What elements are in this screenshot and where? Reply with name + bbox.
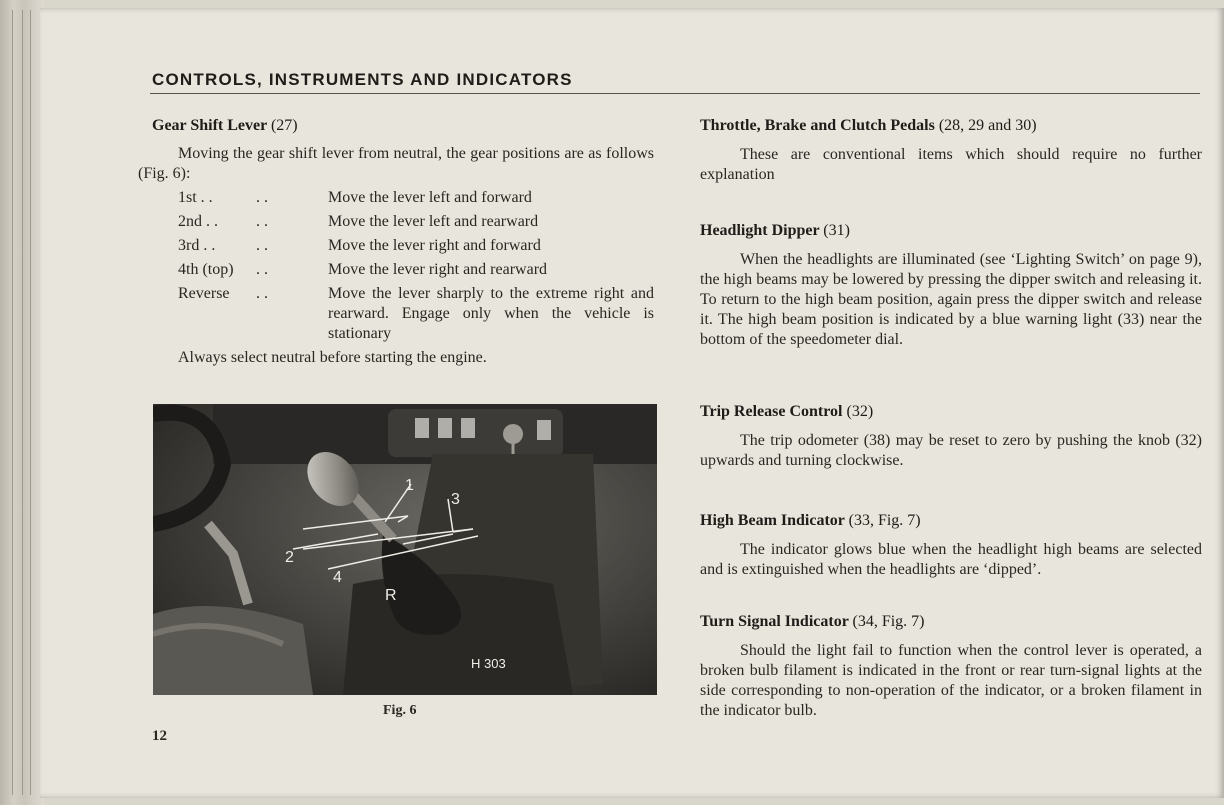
- gear-action: Move the lever right and rearward: [328, 261, 548, 278]
- gear-leader: . .: [256, 237, 268, 254]
- gear-shift-heading: [152, 116, 654, 136]
- pattern-label-4: 4: [333, 569, 342, 586]
- dipper-ref: (31): [823, 222, 850, 239]
- pattern-label-r: R: [385, 587, 397, 604]
- gear-row: [178, 284, 654, 344]
- pedals-body: These are conventional items which should require no further explanation: [700, 146, 1202, 183]
- gear-shift-note: Always select neutral before starting the engine.: [178, 349, 487, 366]
- gear-row: [178, 212, 654, 232]
- gear-action: Move the lever right and forward: [328, 237, 541, 254]
- gear-shift-photo: [153, 404, 657, 695]
- figure-caption: Fig. 6: [383, 703, 417, 718]
- gear-leader: . .: [256, 285, 268, 302]
- gear-leader: . .: [256, 261, 268, 278]
- photo-code: H 303: [471, 656, 506, 671]
- gear-shift-intro: Moving the gear shift lever from neutral, the gear positions are as follows (Fig. 6):: [138, 145, 654, 182]
- gear-action: Move the lever left and forward: [328, 189, 532, 206]
- gear-row: [178, 236, 654, 256]
- gear-label: 3rd . .: [178, 237, 216, 254]
- header-rule: [150, 93, 1200, 94]
- pattern-label-2: 2: [285, 549, 294, 566]
- gear-action: Move the lever sharply to the extreme right and rearward. Engage only when the vehicle is stationary: [328, 285, 654, 342]
- dipper-title: Headlight Dipper: [700, 222, 820, 239]
- pedals-title: Throttle, Brake and Clutch Pedals: [700, 117, 935, 134]
- dipper-body: When the headlights are illuminated (see ‘Lighting Switch’ on page 9), the high beams may be lowered by pressing the dipper switch and releasing it. To return to the high beam position, again press the dipper switch and release it. The high beam position is indicated by a blue warning light (33) near the bottom of the speedometer dial.: [700, 251, 1202, 348]
- section-pedals: [700, 116, 1202, 185]
- section-dipper: [700, 221, 1202, 350]
- section-trip: [700, 402, 1202, 471]
- trip-heading: [700, 402, 1202, 422]
- high-beam-title: High Beam Indicator: [700, 512, 845, 529]
- high-beam-body: The indicator glows blue when the headlight high beams are selected and is extinguished when the headlights are ‘dipped’.: [700, 541, 1202, 578]
- gear-positions-table: [178, 188, 654, 344]
- pedals-heading: [700, 116, 1202, 136]
- turn-signal-body: Should the light fail to function when the control lever is operated, a broken bulb filament is indicated in the front or rear turn-signal lights at the side corresponding to non-operation of the indicator, or a broken filament in the indicator bulb.: [700, 642, 1202, 719]
- dipper-heading: [700, 221, 1202, 241]
- gear-label: 2nd . .: [178, 213, 218, 230]
- section-turn-signal: [700, 612, 1202, 721]
- pedals-ref: (28, 29 and 30): [938, 117, 1037, 134]
- gear-shift-photo-illustration: [153, 404, 657, 695]
- page-number: 12: [152, 728, 167, 744]
- gear-label: 1st . .: [178, 189, 213, 206]
- gear-action: Move the lever left and rearward: [328, 213, 539, 230]
- gear-shift-ref: (27): [270, 117, 298, 134]
- left-column: [138, 116, 654, 368]
- trip-body: The trip odometer (38) may be reset to zero by pushing the knob (32) upwards and turning clockwise.: [700, 432, 1202, 469]
- gear-row: [178, 188, 654, 208]
- pattern-label-1: 1: [405, 477, 414, 494]
- gear-row: [178, 260, 654, 280]
- turn-signal-heading: [700, 612, 1202, 632]
- trip-title: Trip Release Control: [700, 403, 843, 420]
- turn-signal-title: Turn Signal Indicator: [700, 613, 849, 630]
- section-high-beam: [700, 511, 1202, 580]
- book-binding: [0, 0, 44, 805]
- pattern-label-3: 3: [451, 491, 460, 508]
- trip-ref: (32): [846, 403, 874, 420]
- gear-label: Reverse: [178, 285, 230, 302]
- gear-label: 4th (top): [178, 261, 234, 278]
- gear-shift-title: Gear Shift Lever: [152, 117, 267, 134]
- gear-leader: . .: [256, 213, 268, 230]
- gear-leader: . .: [256, 189, 268, 206]
- high-beam-ref: (33, Fig. 7): [848, 512, 921, 529]
- high-beam-heading: [700, 511, 1202, 531]
- turn-signal-ref: (34, Fig. 7): [852, 613, 925, 630]
- page-header: CONTROLS, INSTRUMENTS AND INDICATORS: [152, 70, 573, 89]
